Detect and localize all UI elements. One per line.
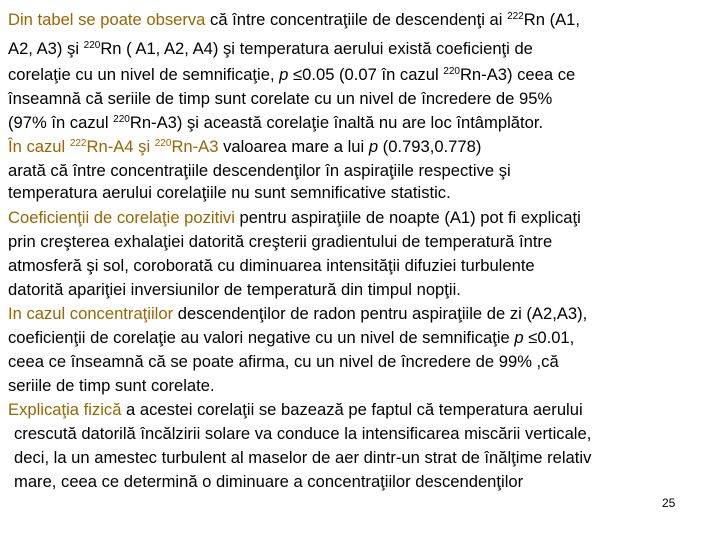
superscript: 222 [69,138,87,149]
text-line [8,304,587,324]
page-number: 25 [662,496,676,510]
superscript: 220 [113,114,130,125]
text-run: (0.793,0.778) [378,137,482,156]
highlight-phrase: In cazul concentraţiilor [8,304,174,323]
text-line [8,10,580,30]
text-run: pentru aspiraţiile de noapte (A1) pot fi explicaţi [234,208,581,227]
text-run: Rn ( A1, A2, A4) şi temperatura aerului există coeficienţi de [100,39,533,58]
text-line: datorită apariţiei inversiunilor de temperatură din timpul nopţii. [8,280,461,299]
italic-p: p [279,65,289,84]
highlight-phrase: În cazul $^{222}$Rn-A4 şi $^{220}$Rn-A3 [8,137,219,156]
text-line: ceea ce înseamnă că se poate afirma, cu un nivel de încredere de 99% ,că [8,352,559,371]
text-run: descendenţilor de radon pentru aspiraţiile de zi (A2,A3), [173,304,588,323]
text-run: corelaţie cu un nivel de semnificaţie, [8,65,280,84]
text-line: prin creşterea exhalaţiei datorită creşterii gradientului de temperatură între [8,232,553,251]
text-run: ≤0.01, [523,328,575,347]
text-run: Rn (A1, [523,10,581,29]
text-line: crescută datorilă încălzirii solare va conduce la intensificarea miscării verticale, [14,424,592,443]
italic-p: p [514,328,524,347]
highlight-phrase: Explicaţia fizică [8,400,122,419]
text-line: (97% în cazul $^{220}$Rn-A3) şi această corelaţie înaltă nu are loc întâmplător. [8,113,544,132]
text-run: Rn-A3) ceea ce [459,65,576,84]
text-run: coeficienţii de corelaţie au valori negative cu un nivel de semnificaţie [8,328,515,347]
text-line: atmosferă şi sol, coroborată cu diminuarea intensităţii difuziei turbulente [8,256,535,275]
text-run: valoarea mare a lui [218,137,369,156]
text-line [8,328,574,348]
text-line: deci, la un amestec turbulent al maselor de aer dintr-un strat de înălţime relativ [14,448,592,467]
text-line [8,137,481,157]
highlight-phrase: Coeficienţii de corelaţie pozitivi [8,208,235,227]
text-line: seriile de timp sunt corelate. [8,376,215,395]
superscript: 220 [154,138,172,149]
text-run: A2, A3) şi [8,39,84,58]
superscript: 220 [83,40,101,51]
text-run: a acestei corelaţii se bazează pe faptul că temperatura aerului [121,400,583,419]
text-run: că între concentraţiile de descendenţi ai [205,10,508,29]
text-run: ≤0.05 (0.07 în cazul [288,65,444,84]
text-line: înseamnă că seriile de timp sunt corelate cu un nivel de încredere de 95% [8,89,553,108]
text-line: temperatura aerului corelaţiile nu sunt semnificative statistic. [8,183,451,202]
text-line [8,208,581,228]
italic-p: p [368,137,379,156]
text-line [8,39,533,59]
superscript: 222 [507,11,524,22]
text-line [8,400,583,420]
text-line [8,65,575,85]
highlight-phrase: Din tabel se poate observa [8,10,206,29]
superscript: 220 [443,66,460,77]
text-line: arată că între concentraţiile descendenţilor în aspiraţiile respective şi [8,161,511,180]
text-line: mare, ceea ce determină o diminuare a concentraţiilor descendenţilor [14,472,524,491]
